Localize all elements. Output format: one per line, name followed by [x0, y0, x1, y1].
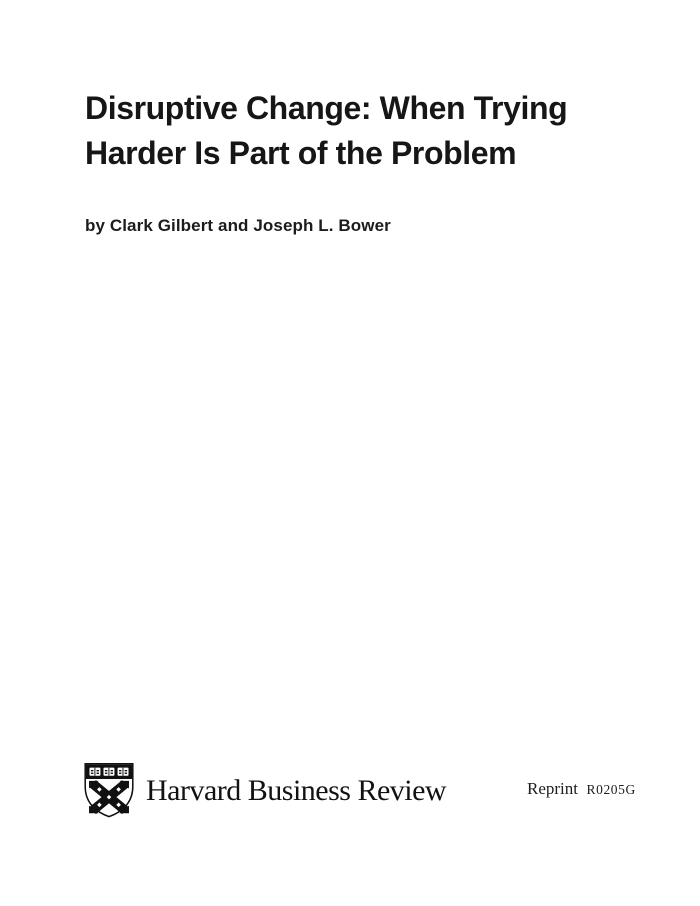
article-title — [85, 86, 625, 176]
hbs-shield-icon — [80, 760, 138, 819]
reprint-label: Reprint — [527, 779, 578, 798]
reprint-code: R0205G — [586, 782, 636, 797]
article-title-line-2: Harder Is Part of the Problem — [85, 135, 517, 171]
publisher-logo — [80, 760, 446, 819]
brand-wordmark: Harvard Business Review — [146, 773, 447, 807]
article-title-line-1: Disruptive Change: When Trying — [85, 90, 568, 126]
article-byline: by Clark Gilbert and Joseph L. Bower — [85, 216, 391, 235]
reprint-reference — [527, 779, 636, 799]
